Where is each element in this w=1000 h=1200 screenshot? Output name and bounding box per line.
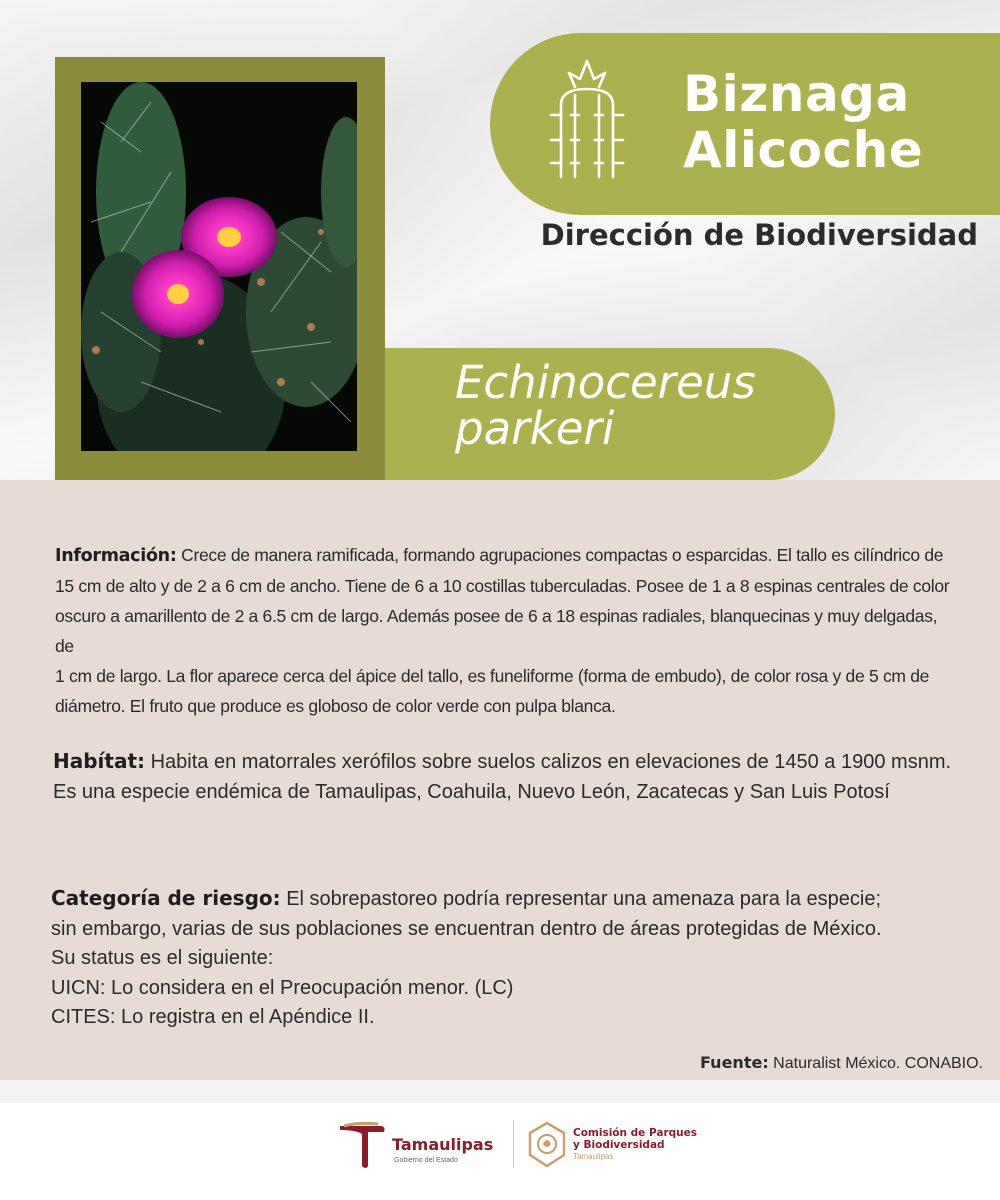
logo-divider (513, 1120, 514, 1168)
habitat-label: Habítat: (53, 749, 146, 773)
cites-status: CITES: Lo registra en el Apéndice II. (51, 1006, 375, 1028)
uicn-status: UICN: Lo considera en el Preocupación menor. (LC) (51, 976, 514, 999)
scientific-name: Echinocereus parkeri (455, 356, 756, 455)
risk-paragraph (51, 884, 981, 1033)
commission-line1: Comisión de Parques (573, 1127, 697, 1139)
habitat-line: Habita en matorrales xerófilos sobre suelos calizos en elevaciones de 1450 a 1900 msnm. (150, 751, 952, 773)
tamaulipas-name: Tamaulipas (392, 1135, 494, 1154)
info-line: Crece de manera ramificada, formando agrupaciones compactas o esparcidas. El tallo es cilíndrico de (181, 545, 944, 565)
risk-line: El sobrepastoreo podría representar una amenaza para la especie; (286, 888, 882, 910)
tamaulipas-tagline: Gobierno del Estado (394, 1157, 458, 1164)
info-line: diámetro. El fruto que produce es globoso de color verde con pulpa blanca. (55, 696, 616, 716)
info-line: oscuro a amarillento de 2 a 6.5 cm de largo. Además posee de 6 a 18 espinas radiales, blanquecinas y muy delgadas, de (55, 606, 938, 656)
risk-line: Su status es el siguiente: (51, 947, 274, 969)
info-line: 1 cm de largo. La flor aparece cerca del ápice del tallo, es funeliforme (forma de embudo), de color rosa y de 5 cm de (55, 666, 930, 686)
info-paragraph (55, 540, 960, 721)
info-label: Información: (55, 546, 177, 566)
department-subtitle: Dirección de Biodiversidad (540, 218, 978, 252)
cactus-flower-photo (81, 82, 357, 451)
source-text: Naturalist México. CONABIO. (773, 1055, 983, 1072)
risk-line: sin embargo, varias de sus poblaciones se encuentran dentro de áreas protegidas de México. (51, 917, 882, 940)
page-title: Biznaga Alicoche (683, 65, 924, 179)
commission-line3: Tamaulipas (573, 1152, 614, 1161)
habitat-paragraph (53, 746, 983, 807)
tamaulipas-logo (338, 1120, 498, 1170)
footer-logos (0, 1103, 1000, 1200)
cactus-icon (545, 55, 630, 180)
risk-label: Categoría de riesgo: (51, 886, 281, 910)
source-label: Fuente: (700, 1053, 769, 1072)
info-line: 15 cm de alto y de 2 a 6 cm de ancho. Tiene de 6 a 10 costillas tuberculadas. Posee de 1 a 8 espinas centrales de color (55, 576, 950, 596)
commission-line2: y Biodiversidad (573, 1139, 665, 1151)
commission-logo (527, 1120, 707, 1170)
habitat-line: Es una especie endémica de Tamaulipas, Coahuila, Nuevo León, Zacatecas y San Luis Potosí (53, 781, 890, 803)
source-credit (700, 1053, 983, 1073)
